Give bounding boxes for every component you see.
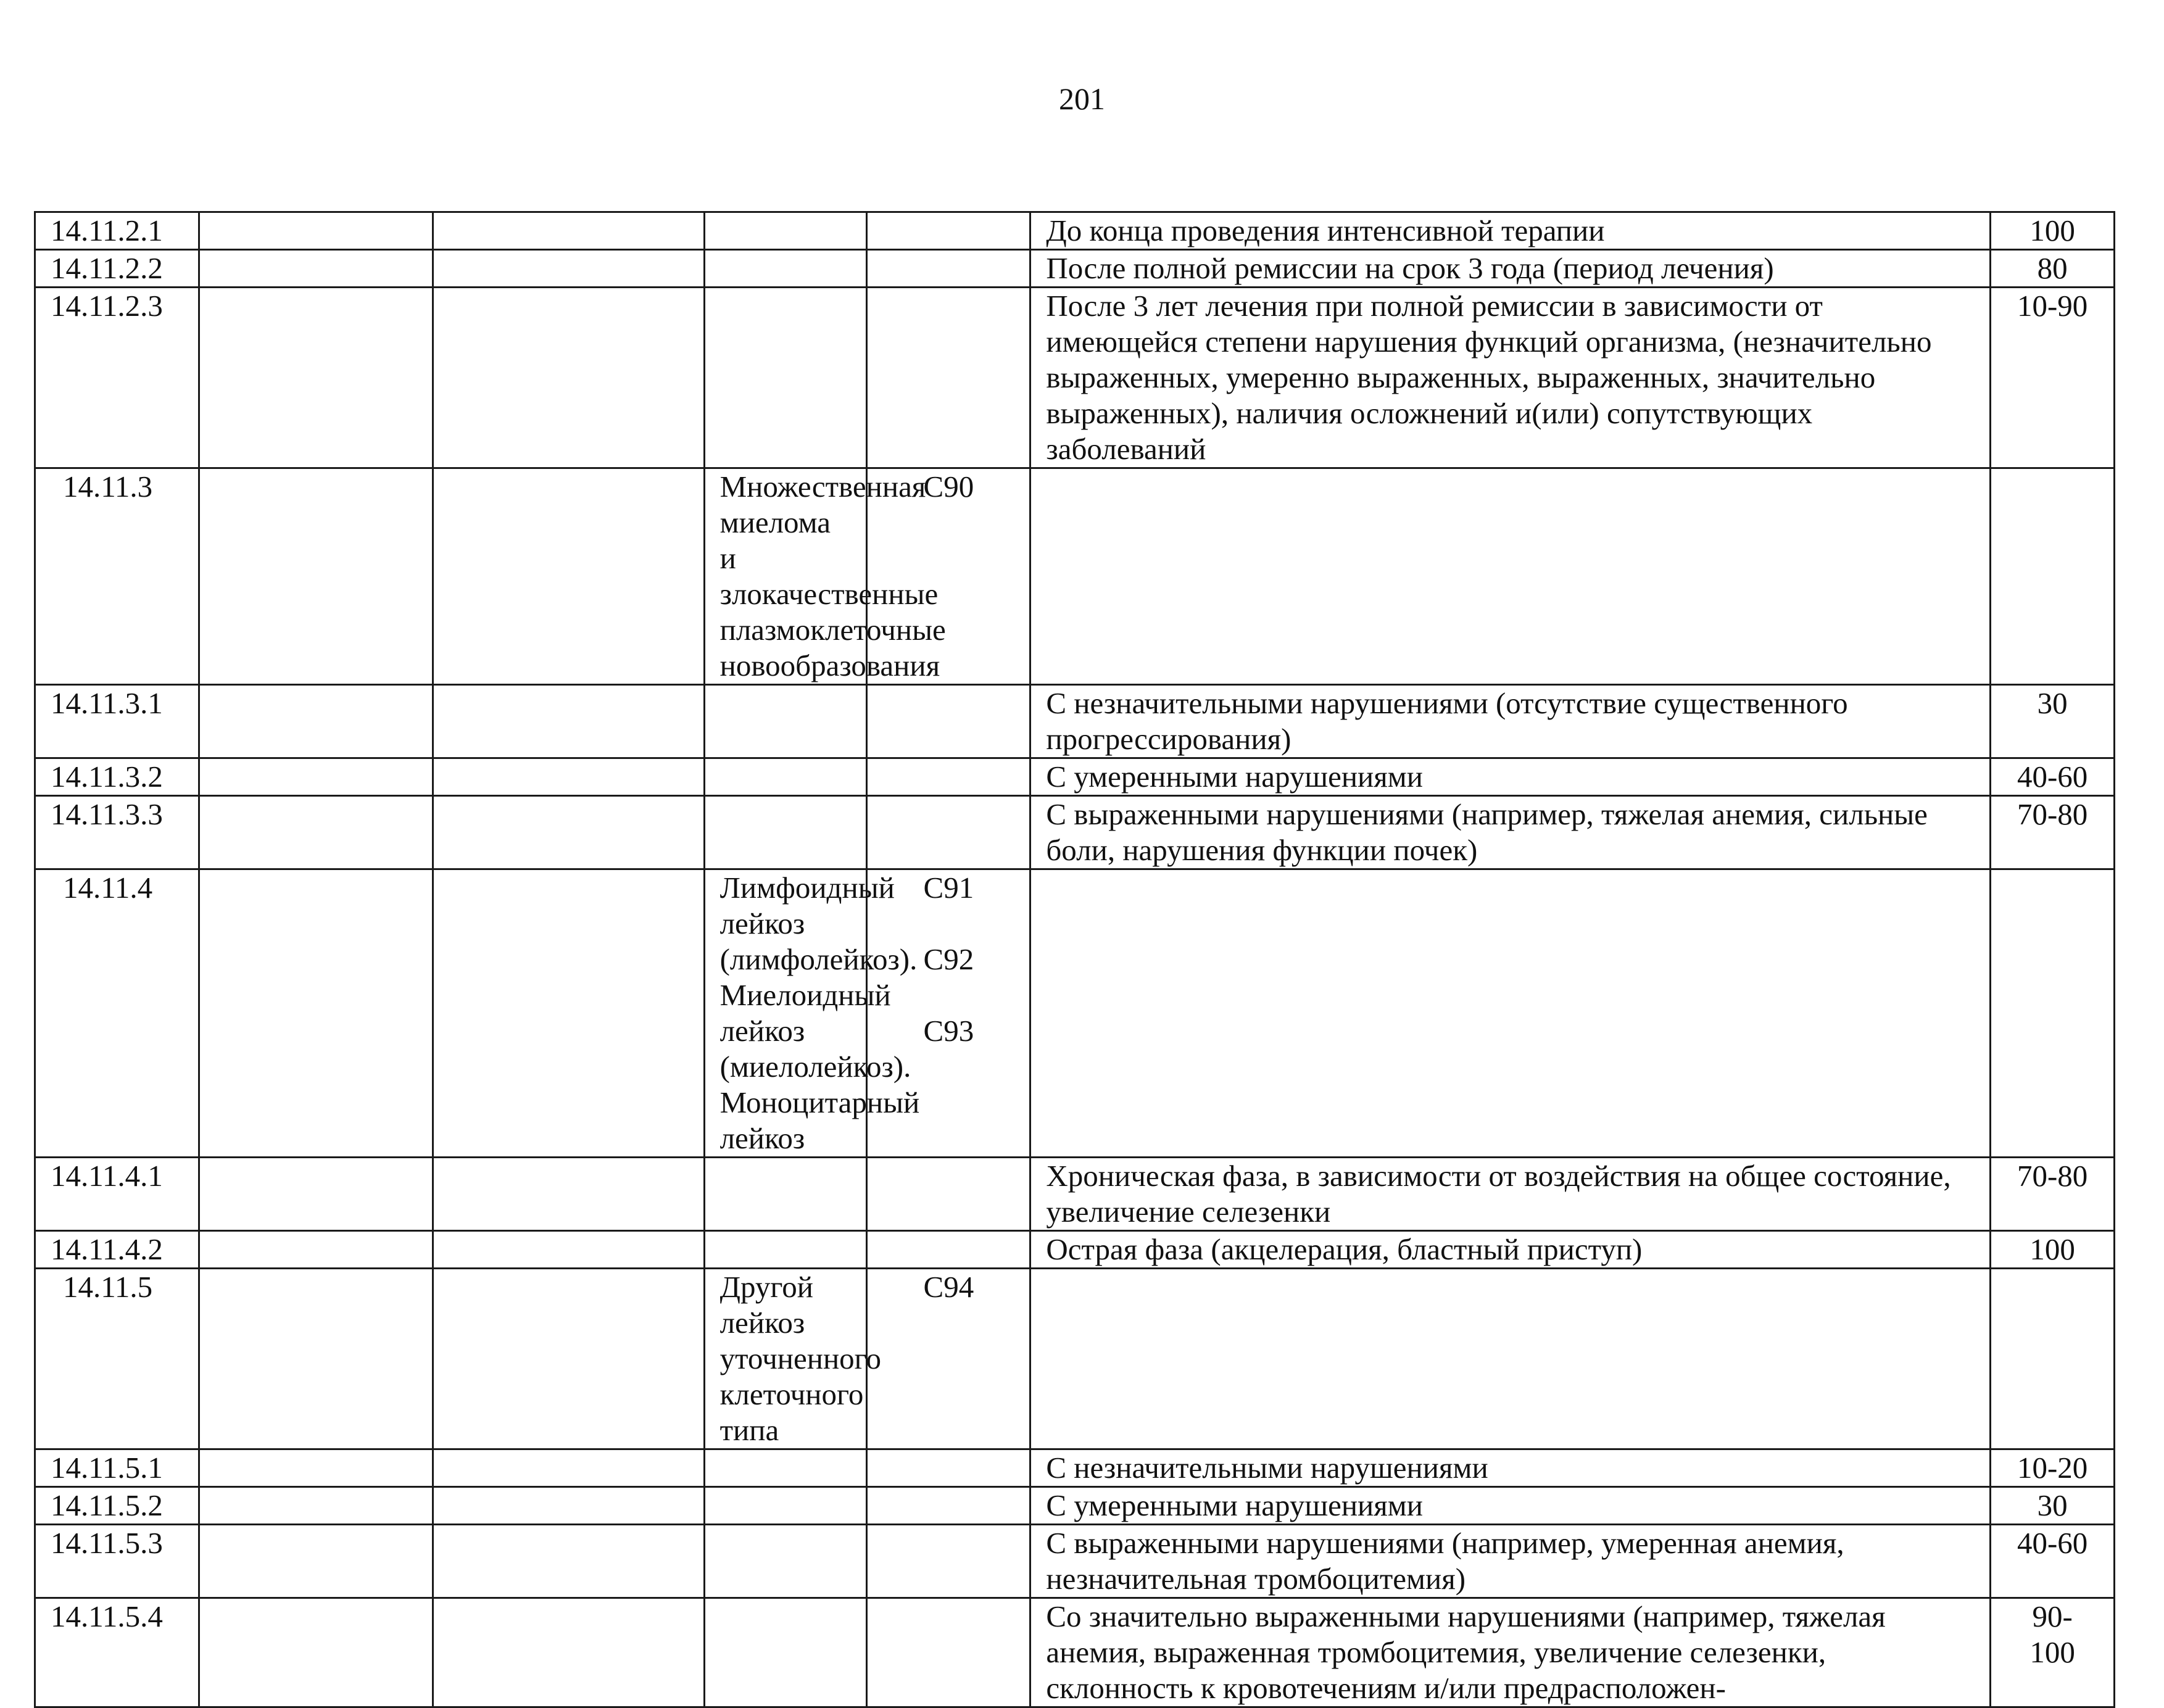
cell-criteria: После полной ремиссии на срок 3 года (период лечения) [1030, 250, 1991, 288]
cell-icd-code [867, 1158, 1030, 1231]
cell-percent [1991, 685, 2115, 758]
cell-disease-name [704, 1231, 867, 1269]
table-body [35, 212, 2115, 1707]
cell-criteria: До конца проведения интенсивной терапии [1030, 212, 1991, 250]
table-row [35, 1269, 2115, 1449]
cell-disease-name [704, 1487, 867, 1525]
cell-empty [199, 685, 433, 758]
percent-line: 90- [2032, 1599, 2073, 1633]
table-row [35, 1598, 2115, 1707]
cell-empty [199, 796, 433, 869]
cell-disease-name [704, 758, 867, 796]
cell-empty [433, 758, 704, 796]
cell-code: 14.11.5.1 [35, 1449, 199, 1487]
table-row [35, 212, 2115, 250]
disease-name-line: Множественная миелома и злокачественные плазмоклеточные новообразования [719, 470, 946, 682]
cell-empty [433, 869, 704, 1158]
cell-code: 14.11.5 [35, 1269, 199, 1449]
cell-percent [1991, 869, 2115, 1158]
cell-code: 14.11.2.1 [35, 212, 199, 250]
cell-icd-code [867, 288, 1030, 468]
cell-icd-code [867, 212, 1030, 250]
percent-line: 30 [2037, 686, 2068, 720]
cell-percent [1991, 1269, 2115, 1449]
percent-line: 10-90 [2017, 289, 2088, 323]
cell-empty [199, 758, 433, 796]
cell-disease-name [704, 796, 867, 869]
disease-name-line: Лимфоидный лейкоз (лимфолейкоз). [719, 871, 918, 976]
cell-criteria [1030, 869, 1991, 1158]
cell-code: 14.11.3 [35, 468, 199, 685]
cell-empty [433, 1231, 704, 1269]
cell-icd-code [867, 1525, 1030, 1598]
cell-code: 14.11.2.2 [35, 250, 199, 288]
cell-empty [433, 212, 704, 250]
percent-line: 30 [2037, 1488, 2068, 1522]
cell-code: 14.11.3.1 [35, 685, 199, 758]
cell-empty [199, 250, 433, 288]
cell-empty [433, 685, 704, 758]
icd-code: C91 [923, 871, 974, 905]
cell-icd-code [867, 1449, 1030, 1487]
cell-code: 14.11.3.3 [35, 796, 199, 869]
cell-disease-name [704, 250, 867, 288]
cell-empty [433, 1487, 704, 1525]
cell-criteria: С незначительными нарушениями [1030, 1449, 1991, 1487]
percent-line: 100 [2029, 1232, 2075, 1266]
cell-percent [1991, 468, 2115, 685]
cell-percent [1991, 250, 2115, 288]
icd-code: C94 [923, 1270, 974, 1304]
disease-name-line: Другой лейкоз уточненного клеточного типа [719, 1270, 882, 1447]
cell-empty [199, 1449, 433, 1487]
table-row [35, 1158, 2115, 1231]
cell-percent [1991, 1525, 2115, 1598]
cell-code: 14.11.4.1 [35, 1158, 199, 1231]
cell-disease-name [704, 1449, 867, 1487]
table-row [35, 1525, 2115, 1598]
cell-criteria: После 3 лет лечения при полной ремиссии в зависимости от имеющейся степени нарушения функций организма, (незначительно выраженных, умеренно выраженных, выраженных, значительно выраженных), наличия осложнений и(или) сопутствующих заболеваний [1030, 288, 1991, 468]
cell-icd-code [867, 796, 1030, 869]
icd-code [882, 977, 1014, 1013]
cell-icd-code [867, 250, 1030, 288]
cell-empty [199, 1487, 433, 1525]
cell-percent [1991, 1158, 2115, 1231]
cell-percent [1991, 1449, 2115, 1487]
cell-criteria: С умеренными нарушениями [1030, 758, 1991, 796]
cell-icd-code [867, 1269, 1030, 1449]
cell-empty [433, 1598, 704, 1707]
cell-criteria: Хроническая фаза, в зависимости от воздействия на общее состояние, увеличение селезенки [1030, 1158, 1991, 1231]
cell-criteria: С умеренными нарушениями [1030, 1487, 1991, 1525]
disease-name-line: Моноцитарный лейкоз [719, 1085, 920, 1155]
cell-empty [433, 1158, 704, 1231]
cell-disease-name [704, 468, 946, 685]
cell-disease-name [704, 685, 867, 758]
cell-code: 14.11.5.4 [35, 1598, 199, 1707]
table-row [35, 758, 2115, 796]
table-row [35, 250, 2115, 288]
cell-disease-name [704, 1158, 867, 1231]
cell-disease-name [704, 212, 867, 250]
table-row [35, 288, 2115, 468]
percent-line: 100 [2029, 1635, 2075, 1669]
cell-criteria: С выраженными нарушениями (например, тяжелая анемия, сильные боли, нарушения функции почек) [1030, 796, 1991, 869]
disability-criteria-table [34, 211, 2115, 1708]
table-row [35, 1487, 2115, 1525]
cell-code: 14.11.2.3 [35, 288, 199, 468]
cell-criteria: С выраженными нарушениями (например, умеренная анемия, незначительная тромбоцитемия) [1030, 1525, 1991, 1598]
cell-empty [199, 1598, 433, 1707]
cell-percent [1991, 1231, 2115, 1269]
disease-name-line: Миелоидный лейкоз (миелолейкоз). [719, 978, 911, 1084]
cell-empty [199, 869, 433, 1158]
cell-empty [433, 250, 704, 288]
cell-icd-code [867, 1487, 1030, 1525]
cell-empty [199, 1525, 433, 1598]
cell-empty [199, 1231, 433, 1269]
cell-percent [1991, 288, 2115, 468]
cell-icd-code [867, 758, 1030, 796]
cell-empty [199, 468, 433, 685]
cell-code: 14.11.5.3 [35, 1525, 199, 1598]
cell-percent [1991, 212, 2115, 250]
percent-line: 40-60 [2017, 1526, 2088, 1560]
icd-code: C93 [923, 1014, 974, 1048]
cell-icd-code [867, 1231, 1030, 1269]
cell-empty [199, 1269, 433, 1449]
icd-code [882, 906, 1014, 942]
icd-code: C92 [923, 942, 974, 976]
cell-percent [1991, 758, 2115, 796]
percent-line: 40-60 [2017, 760, 2088, 794]
cell-disease-name [704, 1269, 882, 1449]
cell-empty [433, 796, 704, 869]
cell-empty [199, 1158, 433, 1231]
cell-empty [433, 1269, 704, 1449]
table-row [35, 869, 2115, 1158]
cell-empty [199, 212, 433, 250]
cell-code: 14.11.4 [35, 869, 199, 1158]
table-row [35, 1231, 2115, 1269]
cell-empty [433, 1449, 704, 1487]
table-row [35, 685, 2115, 758]
percent-line: 10-20 [2017, 1451, 2088, 1485]
cell-disease-name [704, 1598, 867, 1707]
icd-code: C90 [923, 470, 974, 504]
cell-empty [433, 1525, 704, 1598]
cell-percent [1991, 796, 2115, 869]
cell-criteria [1030, 1269, 1991, 1449]
cell-disease-name [704, 1525, 867, 1598]
cell-criteria: Острая фаза (акцелерация, бластный приступ) [1030, 1231, 1991, 1269]
percent-line: 70-80 [2017, 1159, 2088, 1193]
page-number: 201 [1059, 81, 1105, 116]
cell-code: 14.11.4.2 [35, 1231, 199, 1269]
table-row [35, 1449, 2115, 1487]
cell-disease-name [704, 288, 867, 468]
cell-empty [433, 468, 704, 685]
cell-percent [1991, 1598, 2115, 1707]
cell-icd-code [867, 1598, 1030, 1707]
table-row [35, 796, 2115, 869]
cell-icd-code [867, 685, 1030, 758]
percent-line: 100 [2029, 214, 2075, 247]
cell-criteria: С незначительными нарушениями (отсутствие существенного прогрессирования) [1030, 685, 1991, 758]
cell-percent [1991, 1487, 2115, 1525]
table-row [35, 468, 2115, 685]
cell-disease-name [704, 869, 920, 1158]
percent-line: 70-80 [2017, 797, 2088, 831]
cell-code: 14.11.5.2 [35, 1487, 199, 1525]
cell-criteria: Со значительно выраженными нарушениями (например, тяжелая анемия, выраженная тромбоцитемия, увеличение селезенки, склонность к кровотечениям и/или предрасположен- [1030, 1598, 1991, 1707]
percent-line: 80 [2037, 251, 2068, 285]
cell-code: 14.11.3.2 [35, 758, 199, 796]
cell-criteria [1030, 468, 1991, 685]
cell-empty [433, 288, 704, 468]
cell-empty [199, 288, 433, 468]
